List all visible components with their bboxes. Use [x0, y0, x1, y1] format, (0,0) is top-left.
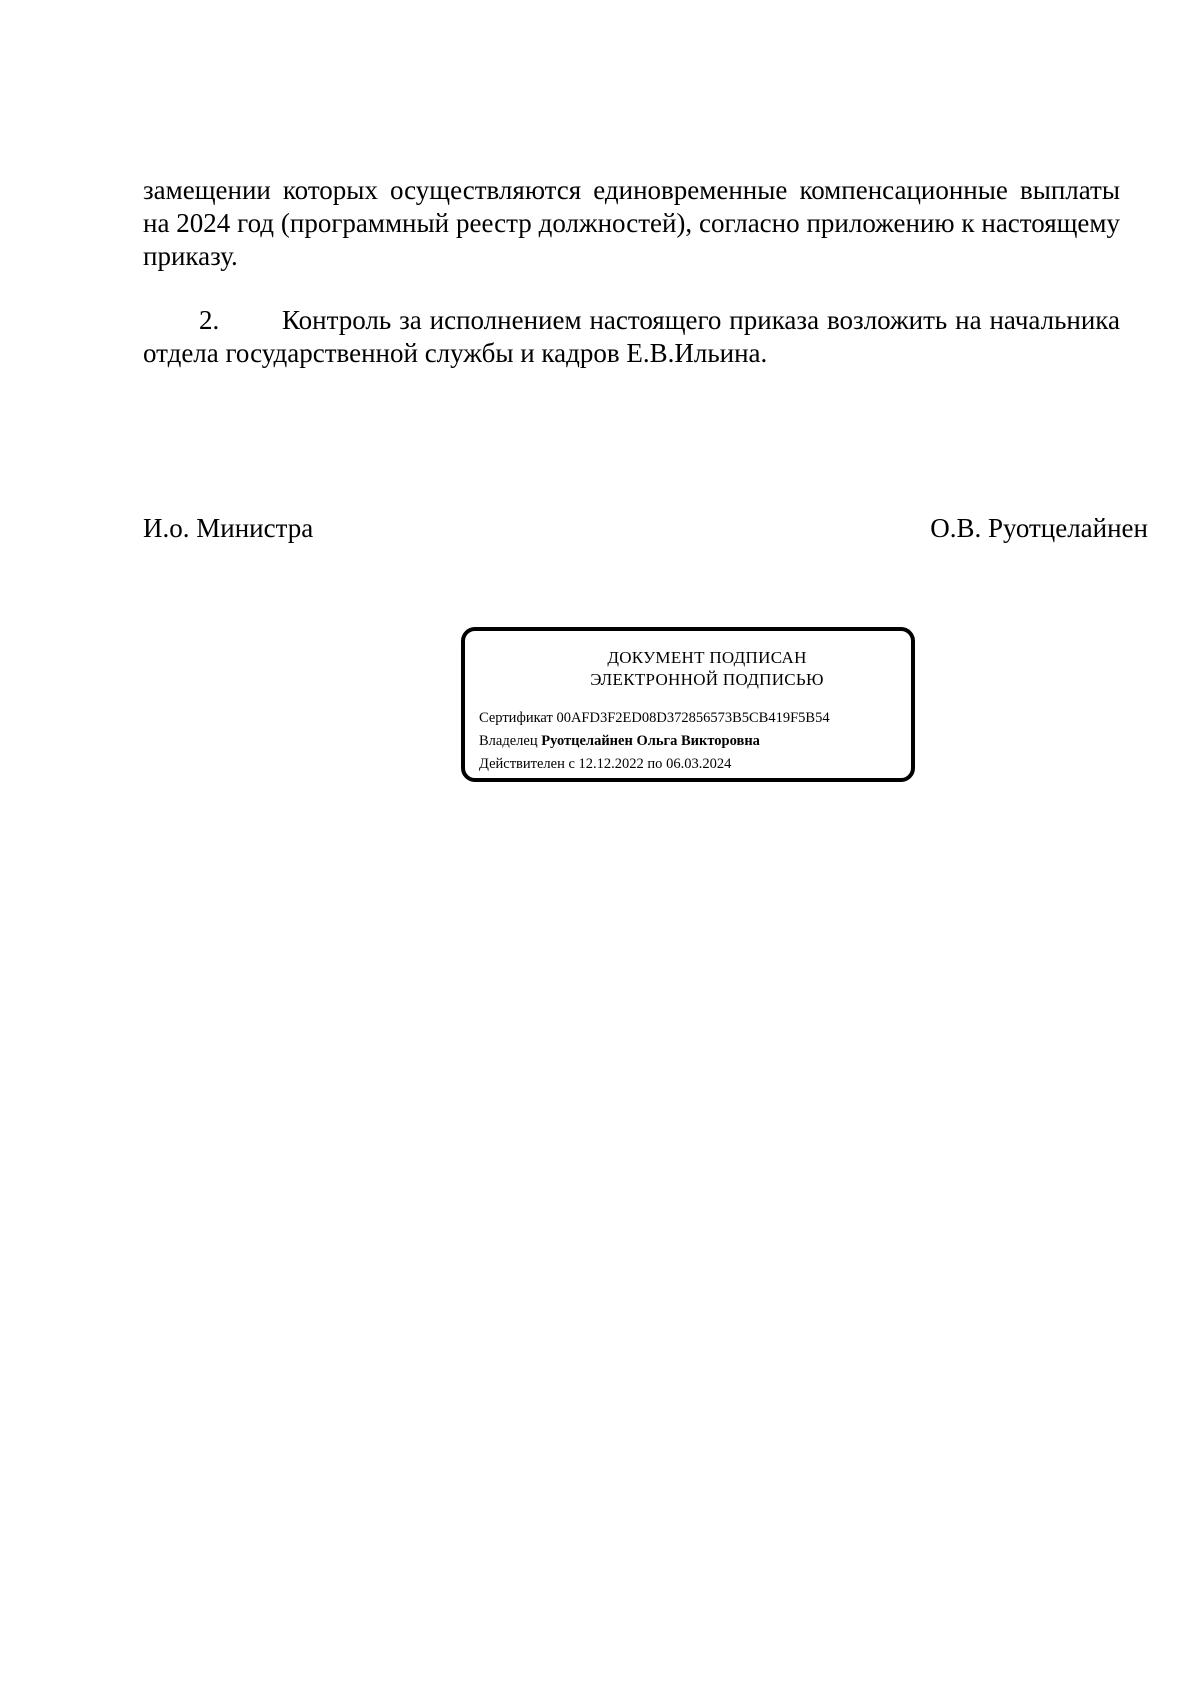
stamp-owner-row: [479, 730, 830, 753]
valid-from-label: с: [568, 756, 575, 772]
signer-position: И.о. Министра: [143, 513, 314, 543]
paragraph-2-text: Контроль за исполнением настоящего приказа возложить на начальника отдела государственной службы и кадров Е.В.Ильина.: [143, 305, 1120, 368]
stamp-validity-row: [479, 753, 830, 776]
owner-value: Руотцелайнен Ольга Викторовна: [541, 733, 760, 749]
valid-from-date: 12.12.2022: [578, 756, 644, 772]
stamp-certificate-row: [479, 707, 830, 730]
stamp-title-line-1: ДОКУМЕНТ ПОДПИСАН: [607, 648, 807, 667]
signer-name: О.В. Руотцелайнен: [930, 513, 1148, 543]
stamp-details: [479, 707, 830, 776]
paragraph-2-number: 2.: [199, 305, 220, 335]
valid-to-label: по: [647, 756, 663, 772]
paragraph-1: замещении которых осуществляются единовременные компенсационные выплаты на 2024 год (программный реестр должностей), согласно приложению к настоящему приказу.: [143, 175, 1120, 271]
valid-label: Действителен: [479, 756, 565, 772]
paragraph-2: [143, 304, 1120, 370]
stamp-title: [465, 647, 911, 691]
stamp-title-line-2: ЭЛЕКТРОННОЙ ПОДПИСЬЮ: [590, 670, 824, 689]
valid-to-date: 06.03.2024: [666, 756, 732, 772]
owner-label: Владелец: [479, 733, 538, 749]
electronic-signature-stamp: [461, 627, 915, 782]
certificate-label: Сертификат: [479, 710, 553, 726]
certificate-value: 00AFD3F2ED08D372856573B5CB419F5B54: [556, 710, 830, 726]
